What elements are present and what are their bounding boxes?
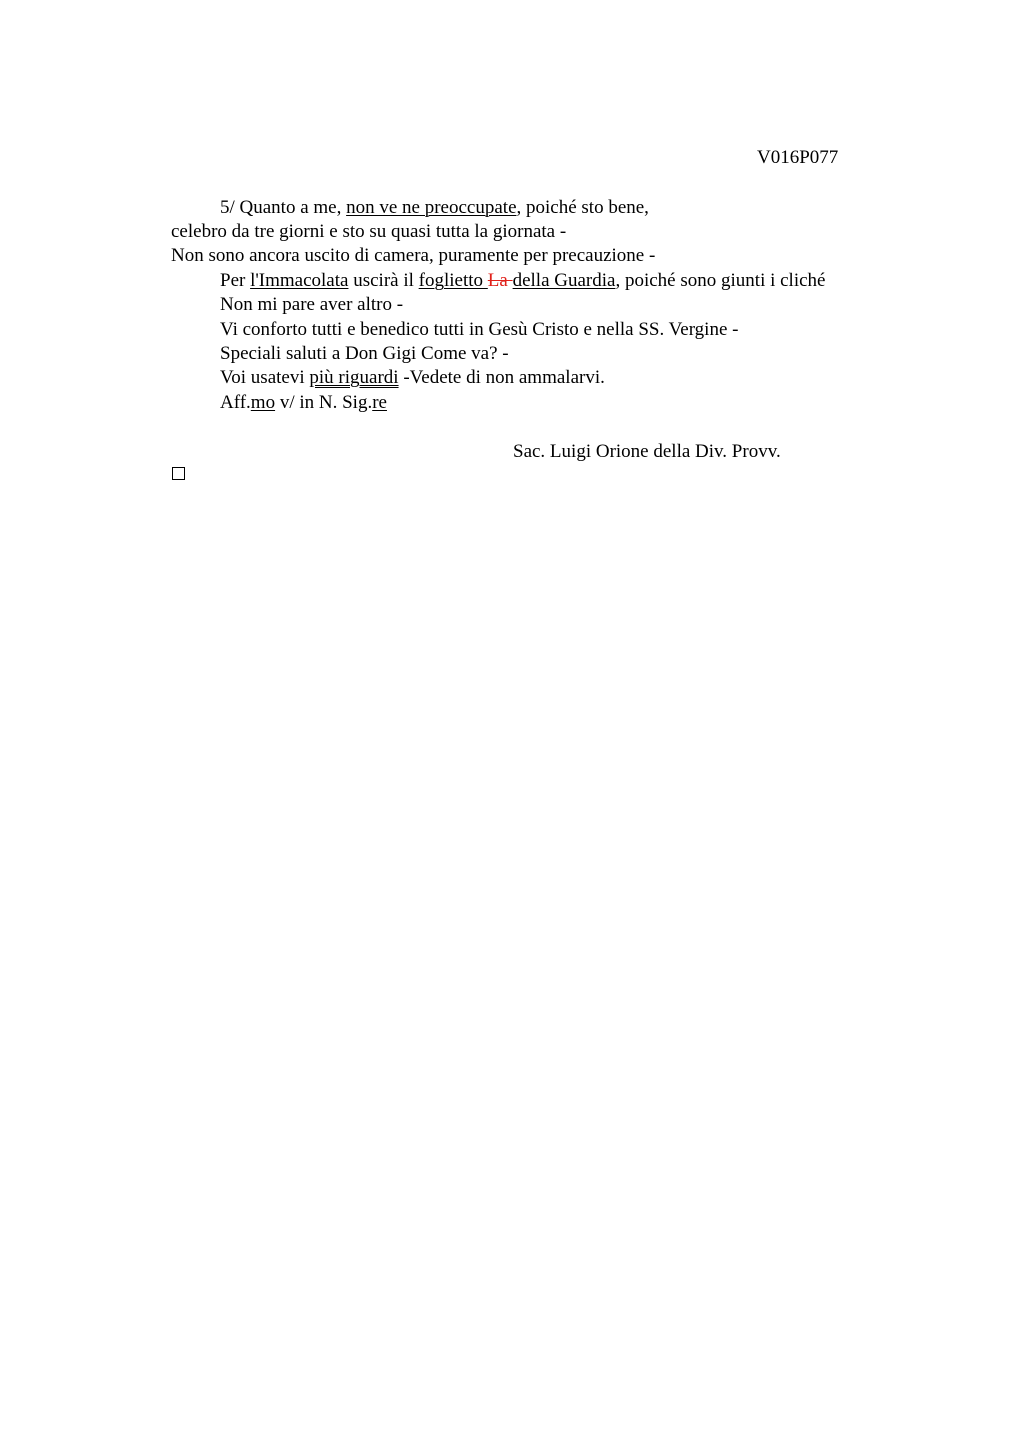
- deleted-text: La: [487, 270, 513, 291]
- text-line-3: Non sono ancora uscito di camera, puramente per precauzione -: [171, 245, 656, 266]
- text-segment: v/ in N. Sig.: [275, 392, 373, 413]
- text-line-8: [220, 366, 605, 390]
- text-segment: uscirà il: [348, 270, 419, 291]
- text-line-1: [220, 196, 649, 220]
- text-line-2: celebro da tre giorni e sto su quasi tutta la giornata -: [171, 221, 567, 242]
- text-line-4: [220, 269, 825, 293]
- double-underlined-text: più riguardi: [309, 367, 399, 388]
- document-code: V016P077: [757, 147, 839, 168]
- text-line-9: [220, 391, 387, 415]
- text-segment: Voi usatevi: [220, 367, 310, 388]
- text-line-6: Vi conforto tutti e benedico tutti in Gesù Cristo e nella SS. Vergine -: [220, 319, 739, 340]
- text-line-5: Non mi pare aver altro -: [220, 294, 404, 315]
- text-segment: , poiché sto bene,: [516, 197, 649, 218]
- signature: Sac. Luigi Orione della Div. Provv.: [513, 441, 781, 462]
- text-segment: -Vedete di non ammalarvi.: [398, 367, 605, 388]
- checkbox-icon: [172, 467, 185, 480]
- underlined-text: re: [372, 392, 387, 413]
- underlined-text: non ve ne preoccupate: [346, 197, 517, 218]
- underlined-text: della Guardia: [512, 270, 616, 291]
- underlined-text: foglietto: [418, 270, 488, 291]
- text-segment: Per: [220, 270, 251, 291]
- underlined-text: mo: [250, 392, 276, 413]
- text-line-7: Speciali saluti a Don Gigi Come va? -: [220, 343, 509, 364]
- text-segment: , poiché sono giunti i cliché: [615, 270, 826, 291]
- text-segment: 5/ Quanto a me,: [220, 197, 347, 218]
- text-segment: Aff.: [220, 392, 251, 413]
- underlined-text: l'Immacolata: [250, 270, 349, 291]
